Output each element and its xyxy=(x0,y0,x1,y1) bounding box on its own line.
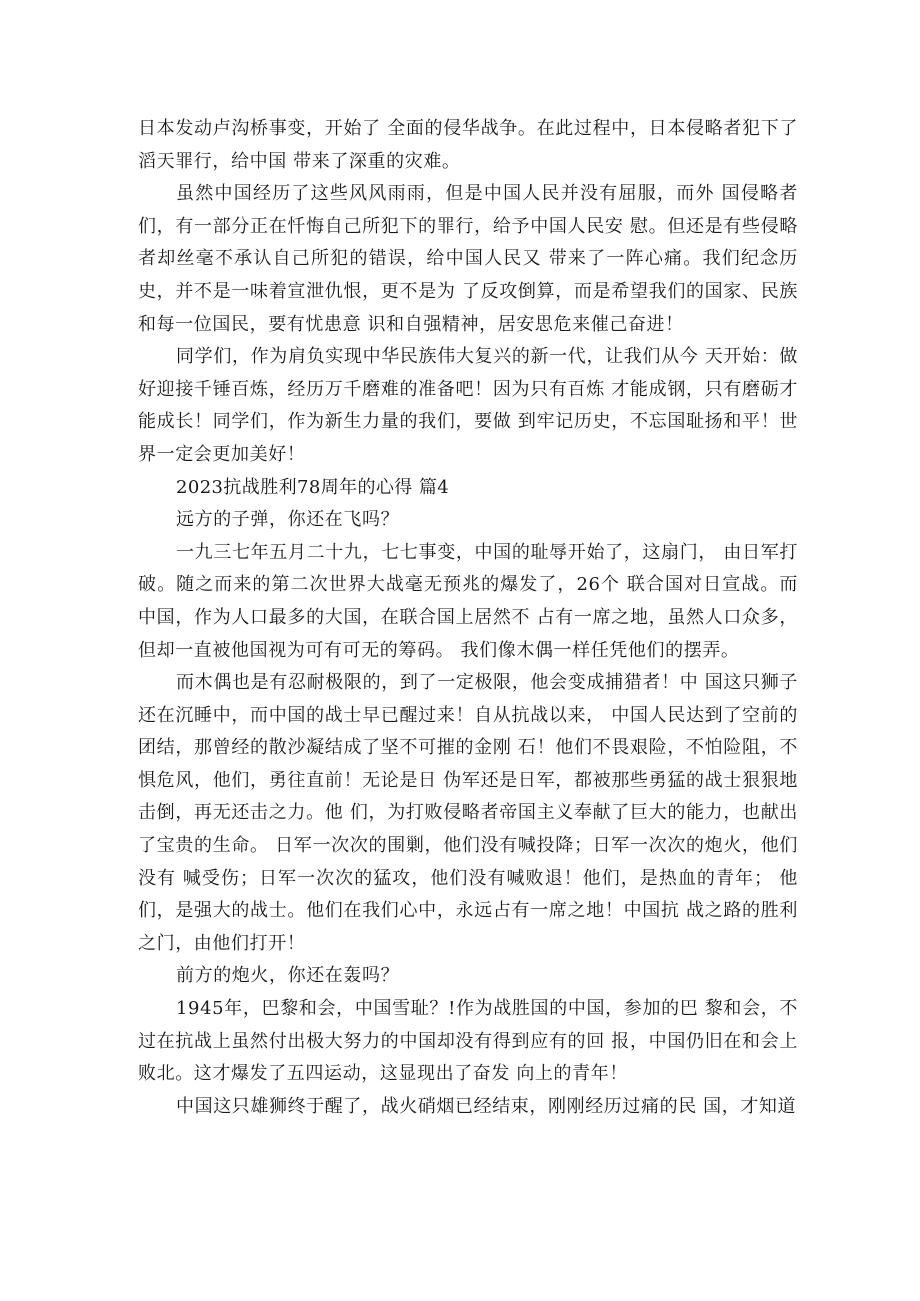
paragraph-5: 一九三七年五月二十九，七七事变，中国的耻辱开始了，这扇门， 由日军打破。随之而来的第二次世界大战毫无预兆的爆发了，26个 联合国对日宣战。而中国，作为人口最多的大国，在联合国上居然不 占有一席之地，虽然人口众多，但却一直被他国视为可有可无的筹码。 我们像木偶一样任凭他们的摆弄。 xyxy=(138,541,798,661)
paragraph-3: 同学们，作为肩负实现中华民族伟大复兴的新一代，让我们从今 天开始：做好迎接千锤百炼，经历万千磨难的准备吧！因为只有百炼 才能成钢，只有磨砺才能成长！同学们，作为新生力量的我们，要做 到牢记历史，不忘国耻扬和平！世界一定会更加美好！ xyxy=(138,346,798,465)
paragraph-8: 1945年，巴黎和会，中国雪耻？!作为战胜国的中国，参加的巴 黎和会，不过在抗战上虽然付出极大努力的中国却没有得到应有的回 报，中国仍旧在和会上败北。这才爆发了五四运动，这显现出了奋发 向上的青年！ xyxy=(138,998,798,1085)
paragraph-6: 而木偶也是有忍耐极限的，到了一定极限，他会变成捕猎者！中 国这只狮子还在沉睡中，而中国的战士早已醒过来！自从抗战以来， 中国人民达到了空前的团结，那曾经的散沙凝结成了坚不可摧的金刚 石！他们不畏艰险，不怕险阻，不惧危风，他们，勇往直前！无论是日 伪军还是日军，都被那些勇猛的战士狠狠地击倒，再无还击之力。他 们，为打败侵略者帝国主义奉献了巨大的能力，也献出了宝贵的生命。 日军一次次的围剿，他们没有喊投降；日军一次次的炮火，他们没有 喊受伤；日军一次次的猛攻，他们没有喊败退！他们，是热血的青年； 他们，是强大的战士。他们在我们心中，永远占有一席之地！中国抗 战之路的胜利之门，由他们打开！ xyxy=(138,672,798,954)
paragraph-2: 虽然中国经历了这些风风雨雨，但是中国人民并没有屈服，而外 国侵略者们，有一部分正在忏悔自己所犯下的罪行，给予中国人民安 慰。但还是有些侵略者却丝毫不承认自己所犯的错误，给中国人民又 带来了一阵心痛。我们纪念历史，并不是一味着宣泄仇恨，更不是为 了反攻倒算，而是希望我们的国家、民族和每一位国民，要有忧患意 识和自强精神，居安思危来催己奋进！ xyxy=(138,183,798,335)
paragraph-4: 远方的子弹，你还在飞吗？ xyxy=(176,509,400,531)
document-body xyxy=(138,113,798,1123)
section-heading: 2023抗战胜利78周年的心得 篇4 xyxy=(176,476,450,498)
paragraph-9: 中国这只雄狮终于醒了，战火硝烟已经结束，刚刚经历过痛的民 国，才知道 xyxy=(176,1095,797,1117)
paragraph-7: 前方的炮火，你还在轰吗？ xyxy=(176,965,400,987)
paragraph-1: 日本发动卢沟桥事变，开始了 全面的侵华战争。在此过程中，日本侵略者犯下了滔天罪行，给中国 带来了深重的灾难。 xyxy=(138,118,798,172)
